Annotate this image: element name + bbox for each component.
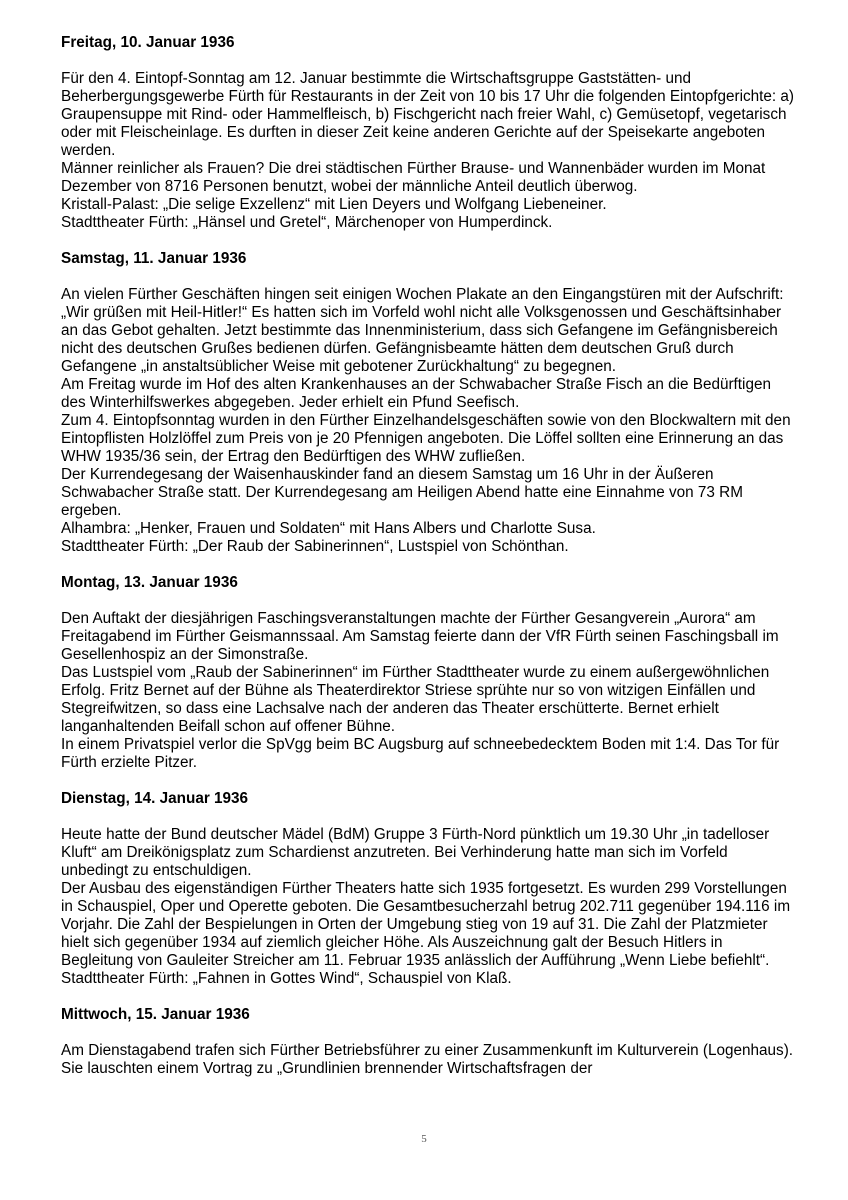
paragraph: Männer reinlicher als Frauen? Die drei städtischen Fürther Brause- und Wannenbäder wurden im Monat Dezember von 8716 Personen benutzt, wobei der männliche Anteil deutlich überwog. [61, 160, 766, 195]
paragraph: Am Dienstagabend trafen sich Fürther Betriebsführer zu einer Zusammenkunft im Kulturverein (Logenhaus). Sie lauschten einem Vortrag zu „Grundlinien brennender Wirtschaftsfragen der [61, 1042, 794, 1077]
entry-wednesday-15 [61, 1006, 796, 1078]
paragraph: Alhambra: „Henker, Frauen und Soldaten“ mit Hans Albers und Charlotte Susa. [61, 520, 596, 537]
date-heading: Mittwoch, 15. Januar 1936 [61, 1006, 250, 1023]
paragraph: Der Ausbau des eigenständigen Fürther Theaters hatte sich 1935 fortgesetzt. Es wurden 299 Vorstellungen in Schauspiel, Oper und Operette geboten. Die Gesamtbesucherzahl betrug 202.711 gegenüber 194.116 im Vorjahr. Die Zahl der Bespielungen in Orten der Umgebung stieg von 19 auf 31. Die Zahl der Platzmieter hielt sich gegenüber 1934 auf ziemlich gleicher Höhe. Als Auszeichnung galt der Besuch Hitlers in Begleitung von Gauleiter Streicher am 11. Februar 1935 anlässlich der Aufführung „Wenn Liebe befiehlt“. [61, 880, 791, 969]
paragraph: Kristall-Palast: „Die selige Exzellenz“ mit Lien Deyers und Wolfgang Liebeneiner. [61, 196, 607, 213]
spacer [61, 1024, 796, 1042]
entry-monday-13 [61, 574, 796, 772]
entry-saturday-11 [61, 250, 796, 556]
paragraph: Heute hatte der Bund deutscher Mädel (BdM) Gruppe 3 Fürth-Nord pünktlich um 19.30 Uhr „in tadelloser Kluft“ am Dreikönigsplatz zum Schardienst anzutreten. Bei Verhinderung hatte man sich im Vorfeld unbedingt zu entschuldigen. [61, 826, 770, 879]
paragraph: Zum 4. Eintopfsonntag wurden in den Fürther Einzelhandelsgeschäften sowie von den Blockwaltern mit den Eintopflisten Holzlöffel zum Preis von je 20 Pfennigen angeboten. Die Löffel sollten eine Erinnerung an das WHW 1935/36 sein, der Ertrag den Bedürftigen des WHW zufließen. [61, 412, 791, 465]
page-number: 5 [421, 1133, 427, 1145]
date-heading: Samstag, 11. Januar 1936 [61, 250, 247, 267]
paragraph: Den Auftakt der diesjährigen Faschingsveranstaltungen machte der Fürther Gesangverein „Aurora“ am Freitagabend im Fürther Geismannssaal. Am Samstag feierte dann der VfR Fürth seinen Faschingsball im Gesellenhospiz an der Simonstraße. [61, 610, 779, 663]
paragraph: Das Lustspiel vom „Raub der Sabinerinnen“ im Fürther Stadttheater wurde zu einem außergewöhnlichen Erfolg. Fritz Bernet auf der Bühne als Theaterdirektor Striese sprühte nur so von witzigen Einfällen und Stegreifwitzen, so dass eine Lachsalve nach der anderen das Theater erschütterte. Bernet erhielt langanhaltenden Beifall schon auf offener Bühne. [61, 664, 770, 735]
spacer [61, 808, 796, 826]
paragraph: Für den 4. Eintopf-Sonntag am 12. Januar bestimmte die Wirtschaftsgruppe Gaststätten- und Beherbergungsgewerbe Fürth für Restaurants in der Zeit von 10 bis 17 Uhr die folgenden Eintopfgerichte: a) Graupensuppe mit Rind- oder Hammelfleisch, b) Fischgericht nach freier Wahl, c) Gemüsetopf, vegetarisch oder mit Fleischeinlage. Es durften in dieser Zeit keine anderen Gerichte auf der Speisekarte angeboten werden. [61, 70, 794, 159]
paragraph: An vielen Fürther Geschäften hingen seit einigen Wochen Plakate an den Eingangstüren mit der Aufschrift: „Wir grüßen mit Heil-Hitler!“ Es hatten sich im Vorfeld wohl nicht alle Volksgenossen und Geschäftsinhaber an das Gebot gehalten. Jetzt bestimmte das Innenministerium, dass sich Gefangene im Gefängnisbereich nicht des deutschen Grußes bedienen dürfen. Gefängnisbeamte hätten dem deutschen Gruß durch Gefangene „in anstaltsüblicher Weise mit gebotener Zurückhaltung“ zu begegnen. [61, 286, 784, 375]
paragraph: Am Freitag wurde im Hof des alten Krankenhauses an der Schwabacher Straße Fisch an die Bedürftigen des Winterhilfswerkes abgegeben. Jeder erhielt ein Pfund Seefisch. [61, 376, 771, 411]
spacer [61, 268, 796, 286]
paragraph: In einem Privatspiel verlor die SpVgg beim BC Augsburg auf schneebedecktem Boden mit 1:4. Das Tor für Fürth erzielte Pitzer. [61, 736, 780, 771]
entry-friday-10 [61, 34, 796, 232]
paragraph: Stadttheater Fürth: „Der Raub der Sabinerinnen“, Lustspiel von Schönthan. [61, 538, 569, 555]
entry-tuesday-14 [61, 790, 796, 988]
spacer [61, 52, 796, 70]
date-heading: Freitag, 10. Januar 1936 [61, 34, 235, 51]
paragraph: Stadttheater Fürth: „Fahnen in Gottes Wind“, Schauspiel von Klaß. [61, 970, 512, 987]
date-heading: Dienstag, 14. Januar 1936 [61, 790, 249, 807]
paragraph: Stadttheater Fürth: „Hänsel und Gretel“, Märchenoper von Humperdinck. [61, 214, 553, 231]
document-page [61, 34, 796, 1096]
date-heading: Montag, 13. Januar 1936 [61, 574, 238, 591]
spacer [61, 592, 796, 610]
paragraph: Der Kurrendegesang der Waisenhauskinder fand an diesem Samstag um 16 Uhr in der Äußeren Schwabacher Straße statt. Der Kurrendegesang am Heiligen Abend hatte eine Einnahme von 73 RM ergeben. [61, 466, 743, 519]
